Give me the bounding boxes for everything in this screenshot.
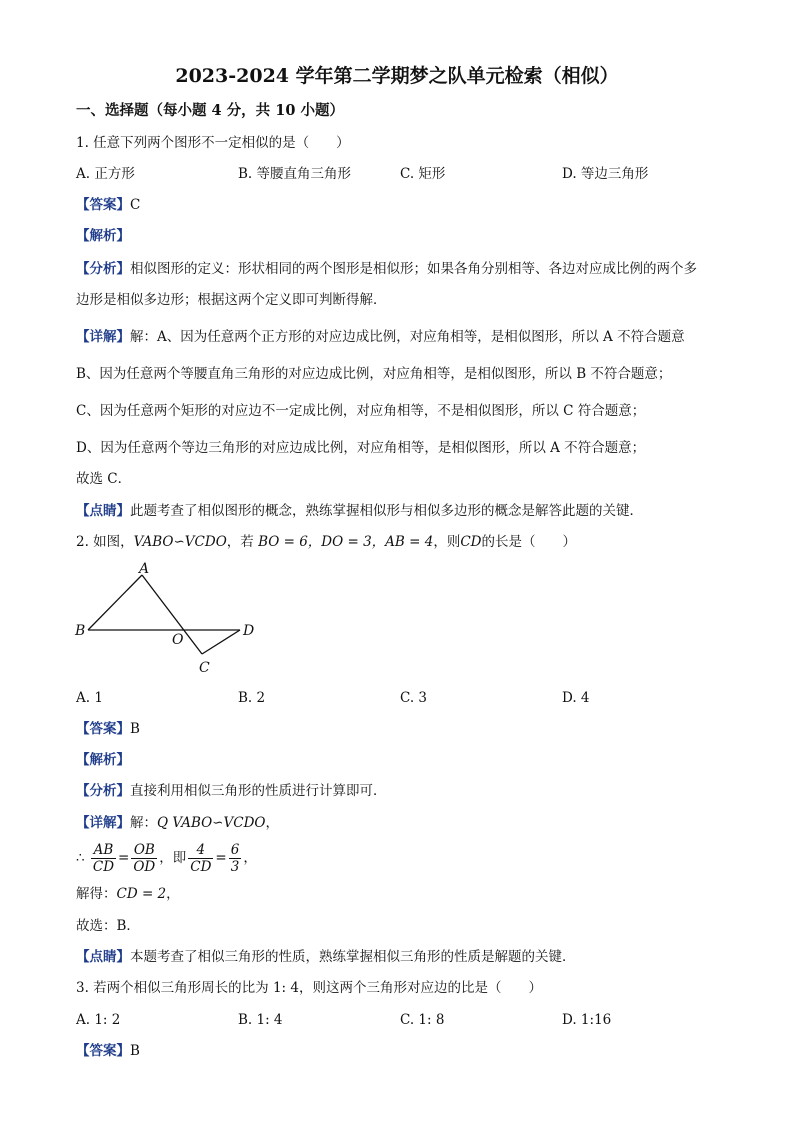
- equals-sign: =: [118, 850, 130, 866]
- therefore-symbol: ∴: [76, 850, 85, 866]
- q2-option-a: A. 1: [76, 690, 103, 706]
- q3-option-a: A. 1: 2: [76, 1012, 121, 1028]
- solve-math: CD = 2: [116, 886, 167, 902]
- q2-similarity: VABO∽VCDO: [133, 534, 227, 550]
- q2-analysis-tag: 【解析】: [76, 752, 130, 768]
- q3-option-d: D. 1:16: [562, 1012, 612, 1028]
- q1-option-c: C. 矩形: [400, 166, 446, 182]
- q1-option-a: A. 正方形: [76, 166, 135, 182]
- answer-value: B: [130, 1043, 140, 1059]
- fraction-ob-od: [131, 842, 157, 875]
- denominator: CD: [92, 859, 115, 875]
- numerator: OB: [131, 842, 157, 859]
- q3-option-b: B. 1: 4: [238, 1012, 283, 1028]
- label-o: O: [172, 632, 184, 648]
- connector-text: ，即: [159, 850, 187, 866]
- comma: ，: [243, 850, 257, 866]
- numerator: 6: [230, 842, 240, 858]
- q1-detail-line3: C、因为任意两个矩形的对应边不一定成比例，对应角相等，不是相似图形，所以 C 符合题意；: [76, 403, 646, 419]
- detail-text: 解：: [130, 815, 157, 831]
- denominator: 3: [230, 859, 240, 875]
- comment-tag: 【点睛】: [76, 503, 130, 519]
- answer-tag: 【答案】: [76, 197, 130, 213]
- q2-stem-text: ，则: [433, 534, 461, 550]
- label-c: C: [199, 660, 210, 676]
- q2-given: BO = 6，DO = 3，AB = 4: [258, 534, 434, 550]
- segment-ab: [88, 575, 142, 630]
- detail-math: Q VABO∽VCDO: [157, 815, 266, 831]
- answer-tag: 【答案】: [76, 1043, 130, 1059]
- q1-stem: 1. 任意下列两个图形不一定相似的是（ ）: [76, 135, 350, 151]
- answer-tag: 【答案】: [76, 721, 130, 737]
- section-heading: 一、选择题（每小题 4 分，共 10 小题）: [76, 102, 344, 119]
- q2-answer: [76, 719, 718, 739]
- q2-stem-text: 2. 如图，: [76, 534, 134, 550]
- label-b: B: [75, 623, 86, 639]
- fraction-4-cd: [188, 842, 213, 875]
- fraction-ab-cd: [91, 842, 116, 875]
- denominator: OD: [133, 859, 156, 875]
- page-title: 2023-2024 学年第二学期梦之队单元检索（相似）: [175, 65, 619, 87]
- q2-proportion-line: [76, 840, 718, 876]
- numerator: 4: [188, 842, 213, 859]
- q2-detail-line1: [76, 813, 718, 833]
- q1-choose: 故选 C．: [76, 471, 132, 487]
- q2-comment: [76, 947, 718, 967]
- q1-fenxi-line2: 边形是相似多边形；根据这两个定义即可判断得解．: [76, 292, 387, 308]
- numerator: AB: [91, 842, 116, 859]
- label-a: A: [139, 561, 150, 577]
- q1-detail-line2: B、因为任意两个等腰直角三角形的对应边成比例，对应角相等，是相似图形，所以 B 不符合题意；: [76, 366, 672, 382]
- q1-options: [76, 164, 716, 184]
- q2-option-c: C. 3: [400, 690, 428, 706]
- q3-ratio: 1: 4: [272, 980, 299, 996]
- q3-stem: [76, 978, 718, 998]
- answer-value: C: [130, 197, 141, 213]
- q3-stem-text: ，则这两个三角形对应边的比是（ ）: [299, 980, 542, 996]
- detail-text: 解：A、因为任意两个正方形的对应边成比例，对应角相等，是相似图形，所以 A 不符合题意: [130, 329, 685, 345]
- q2-stem-text: 的长是（ ）: [481, 534, 576, 550]
- label-d: D: [243, 623, 255, 639]
- answer-value: B: [130, 721, 140, 737]
- solve-text: ，: [166, 886, 180, 902]
- q2-fenxi: [76, 781, 718, 801]
- q2-stem: [76, 532, 718, 552]
- q2-option-b: B. 2: [238, 690, 266, 706]
- q1-option-d: D. 等边三角形: [562, 166, 649, 182]
- solve-text: 解得：: [76, 886, 117, 902]
- comment-text: 此题考查了相似图形的概念，熟练掌握相似形与相似多边形的概念是解答此题的关键．: [130, 503, 643, 519]
- segment-dc: [202, 630, 240, 654]
- fenxi-text: 相似图形的定义：形状相同的两个图形是相似形；如果各角分别相等、各边对应成比例的两个多: [130, 261, 697, 277]
- q1-detail-line4: D、因为任意两个等边三角形的对应边成比例，对应角相等，是相似图形，所以 A 不符合题意；: [76, 440, 646, 456]
- fenxi-text: 直接利用相似三角形的性质进行计算即可．: [130, 783, 387, 799]
- q1-detail-line1: [76, 327, 718, 347]
- q1-comment: [76, 501, 718, 521]
- fraction-6-3: [229, 842, 242, 875]
- detail-text: ，: [265, 815, 279, 831]
- q2-option-d: D. 4: [562, 690, 590, 706]
- q1-fenxi-line1: [76, 259, 718, 279]
- q2-stem-text: ，若: [226, 534, 259, 550]
- q2-solve: [76, 884, 718, 904]
- fenxi-tag: 【分析】: [76, 261, 130, 277]
- q1-option-b: B. 等腰直角三角形: [238, 166, 352, 182]
- q3-stem-text: 3. 若两个相似三角形周长的比为: [76, 980, 273, 996]
- q1-analysis-tag: 【解析】: [76, 228, 130, 244]
- equals-sign: =: [215, 850, 227, 866]
- q2-options: [76, 688, 716, 708]
- detail-tag: 【详解】: [76, 815, 130, 831]
- q2-target: CD: [460, 534, 482, 550]
- q2-triangle-figure: [70, 558, 270, 680]
- comment-tag: 【点睛】: [76, 949, 130, 965]
- detail-tag: 【详解】: [76, 329, 130, 345]
- fenxi-tag: 【分析】: [76, 783, 130, 799]
- q3-option-c: C. 1: 8: [400, 1012, 445, 1028]
- denominator: CD: [190, 859, 212, 875]
- q3-options: [76, 1010, 716, 1030]
- comment-text: 本题考查了相似三角形的性质，熟练掌握相似三角形的性质是解题的关键．: [130, 949, 576, 965]
- q2-choose: 故选：B．: [76, 918, 140, 934]
- q3-answer: [76, 1041, 718, 1061]
- q1-answer: [76, 195, 718, 215]
